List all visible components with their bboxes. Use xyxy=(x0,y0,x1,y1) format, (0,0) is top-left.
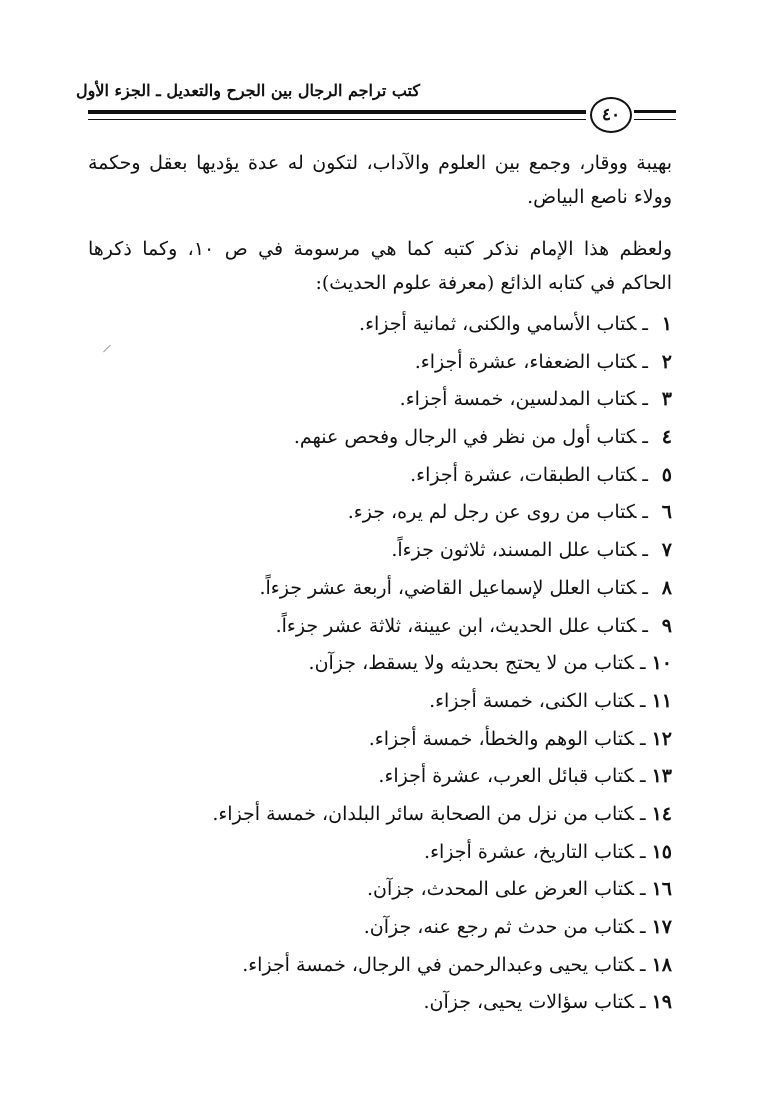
item-number: ١ xyxy=(661,313,672,335)
item-text: كتاب علل المسند، ثلاثون جزءاً. xyxy=(391,539,637,562)
scan-speck xyxy=(103,345,111,353)
item-text: كتاب العلل لإسماعيل القاضي، أربعة عشر جزءاً. xyxy=(259,576,637,599)
list-item: ١٨ـكتاب يحيى وعبدالرحمن في الرجال، خمسة أجزاء. xyxy=(212,947,672,985)
item-number: ٣ xyxy=(661,388,672,411)
item-text: كتاب علل الحديث، ابن عيينة، ثلاثة عشر جزءاً. xyxy=(275,614,637,637)
item-number: ٤ xyxy=(661,426,672,449)
list-item: ٨ـكتاب العلل لإسماعيل القاضي، أربعة عشر جزءاً. xyxy=(212,570,672,608)
page-number: ٤٠ xyxy=(590,97,632,133)
list-item: ٢ـكتاب الضعفاء، عشرة أجزاء. xyxy=(212,344,672,382)
item-text: كتاب أول من نظر في الرجال وفحص عنهم. xyxy=(293,426,637,449)
item-number: ١٦ xyxy=(651,878,672,901)
item-text: كتاب العرض على المحدث، جزآن. xyxy=(366,878,634,901)
list-item: ١٤ـكتاب من نزل من الصحابة سائر البلدان، خمسة أجزاء. xyxy=(212,796,672,834)
item-number: ٥ xyxy=(661,463,672,486)
list-item: ٩ـكتاب علل الحديث، ابن عيينة، ثلاثة عشر جزءاً. xyxy=(212,608,672,646)
item-number: ١٢ xyxy=(651,727,672,750)
item-text: كتاب الكنى، خمسة أجزاء. xyxy=(429,689,634,712)
item-text: كتاب من روى عن رجل لم يره، جزء. xyxy=(347,501,637,524)
paragraph-intro: بهيبة ووقار، وجمع بين العلوم والآداب، لتكون له عدة يؤديها بعقل وحكمة وولاء ناصع البياض. xyxy=(88,152,672,208)
list-item: ١٠ـكتاب من لا يحتج بحديثه ولا يسقط، جزآن. xyxy=(212,645,672,683)
item-number: ٨ xyxy=(661,576,672,599)
item-text: كتاب الأسامي والكنى، ثمانية أجزاء. xyxy=(359,313,637,335)
item-text: كتاب الطبقات، عشرة أجزاء. xyxy=(410,463,637,486)
item-text: كتاب الوهم والخطأ، خمسة أجزاء. xyxy=(368,727,634,750)
list-item: ١ـكتاب الأسامي والكنى، ثمانية أجزاء. xyxy=(212,306,672,344)
item-number: ٩ xyxy=(661,614,672,637)
item-number: ١٩ xyxy=(651,991,672,1014)
item-number: ٢ xyxy=(661,350,672,373)
paragraph-books-intro: ولعظم هذا الإمام نذكر كتبه كما هي مرسومة في ص ١٠، وكما ذكرها الحاكم في كتابه الذائع (معرفة علوم الحديث): xyxy=(88,238,672,294)
item-number: ١٣ xyxy=(651,765,672,788)
list-item: ١٦ـكتاب العرض على المحدث، جزآن. xyxy=(212,871,672,909)
item-text: كتاب المدلسين، خمسة أجزاء. xyxy=(399,388,637,411)
item-text: كتاب الضعفاء، عشرة أجزاء. xyxy=(414,350,637,373)
header-rule-thin xyxy=(88,119,586,120)
list-item: ١٧ـكتاب من حدث ثم رجع عنه، جزآن. xyxy=(212,909,672,947)
list-item: ٧ـكتاب علل المسند، ثلاثون جزءاً. xyxy=(212,532,672,570)
list-item: ٣ـكتاب المدلسين، خمسة أجزاء. xyxy=(212,381,672,419)
list-item: ٤ـكتاب أول من نظر في الرجال وفحص عنهم. xyxy=(212,419,672,457)
list-item: ١٥ـكتاب التاريخ، عشرة أجزاء. xyxy=(212,834,672,872)
list-item: ١١ـكتاب الكنى، خمسة أجزاء. xyxy=(212,683,672,721)
books-list xyxy=(212,306,672,1022)
list-item: ٥ـكتاب الطبقات، عشرة أجزاء. xyxy=(212,457,672,495)
running-title: كتب تراجم الرجال بين الجرح والتعديل ـ الجزء الأول xyxy=(76,81,420,100)
item-number: ٦ xyxy=(661,501,672,524)
header-rule-right-thin xyxy=(634,119,676,120)
list-item: ١٢ـكتاب الوهم والخطأ، خمسة أجزاء. xyxy=(212,721,672,759)
list-item: ١٣ـكتاب قبائل العرب، عشرة أجزاء. xyxy=(212,758,672,796)
header-rule-right-thick xyxy=(634,110,676,113)
list-item: ٦ـكتاب من روى عن رجل لم يره، جزء. xyxy=(212,494,672,532)
item-number: ١٨ xyxy=(651,953,672,976)
item-text: كتاب من حدث ثم رجع عنه، جزآن. xyxy=(363,916,634,938)
item-text: كتاب التاريخ، عشرة أجزاء. xyxy=(424,840,634,863)
item-text: كتاب قبائل العرب، عشرة أجزاء. xyxy=(378,765,634,788)
item-text: كتاب يحيى وعبدالرحمن في الرجال، خمسة أجزاء. xyxy=(242,953,634,976)
item-text: كتاب سؤالات يحيى، جزآن. xyxy=(423,991,634,1014)
header-rule-thick xyxy=(88,110,586,114)
item-text: كتاب من لا يحتج بحديثه ولا يسقط، جزآن. xyxy=(308,652,634,675)
item-number: ٧ xyxy=(661,539,672,562)
list-item: ١٩ـكتاب سؤالات يحيى، جزآن. xyxy=(212,984,672,1022)
item-text: كتاب من نزل من الصحابة سائر البلدان، خمسة أجزاء. xyxy=(212,802,634,825)
item-number: ١٧ xyxy=(651,916,672,938)
item-number: ١٠ xyxy=(651,652,672,675)
item-number: ١٤ xyxy=(651,802,672,825)
item-number: ١٥ xyxy=(651,840,672,863)
item-number: ١١ xyxy=(651,689,672,712)
